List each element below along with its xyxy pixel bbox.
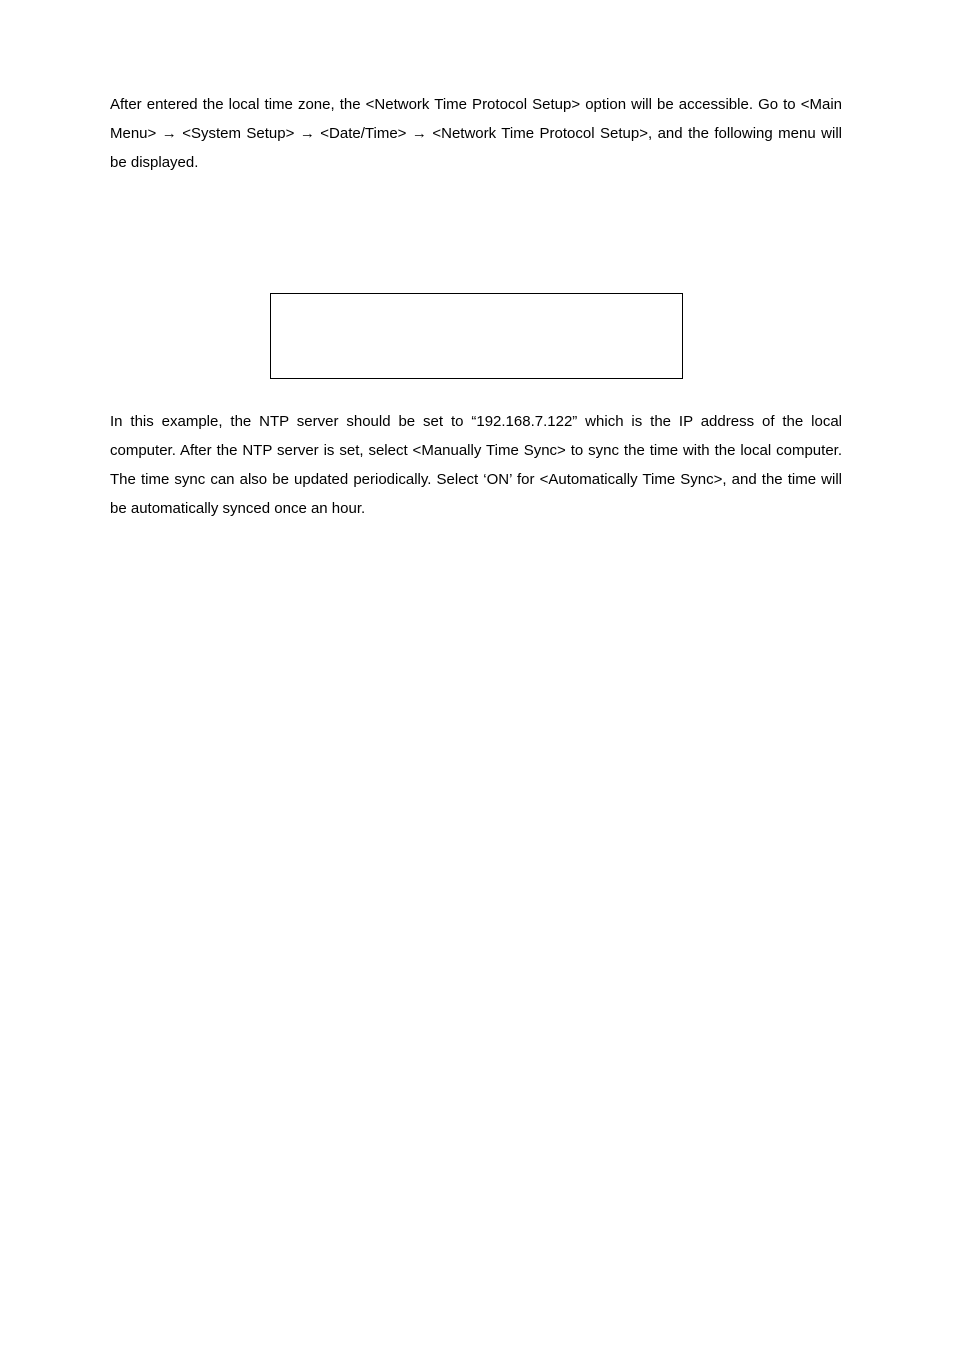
- arrow-icon: →: [411, 125, 427, 142]
- arrow-icon: →: [299, 125, 315, 142]
- menu-screenshot-placeholder: [270, 293, 683, 379]
- menu-path-step: <Date/Time>: [320, 125, 407, 142]
- ntp-explanation-paragraph: In this example, the NTP server should be set to “192.168.7.122” which is the IP address of the local computer. After the NTP server is set, select <Manually Time Sync> to sync the time with the local computer. The time sync can also be updated periodically. Select ‘ON’ for <Automatically Time Sync>, and the time will be automatically synced once an hour.: [110, 413, 842, 517]
- menu-path-step: <Network Time Protocol Setup>, and the following menu will be displayed.: [110, 125, 842, 171]
- menu-path-step: <System Setup>: [182, 125, 295, 142]
- intro-text: After entered the local time zone, the <Network Time Protocol Setup> option will be accessible. Go to <Main Menu>: [110, 96, 842, 142]
- arrow-icon: →: [161, 125, 177, 142]
- intro-paragraph: [110, 90, 842, 177]
